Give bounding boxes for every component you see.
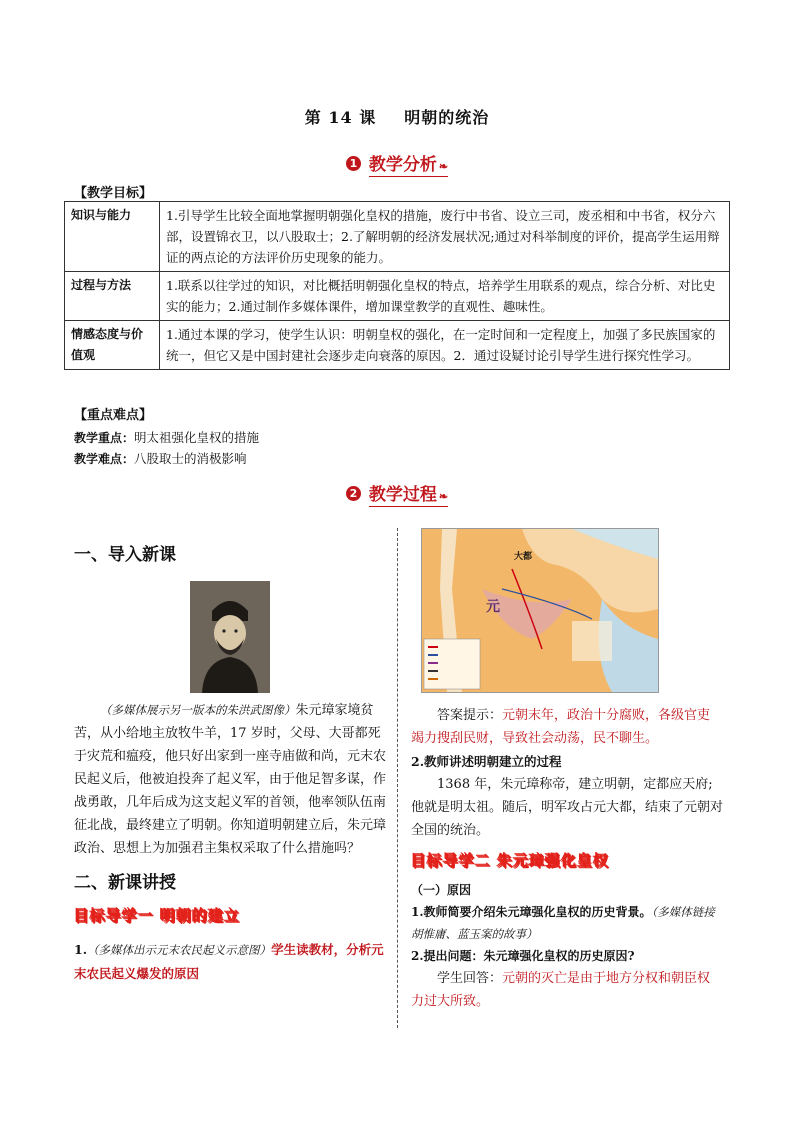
table-row: 过程与方法 1.联系以往学过的知识，对比概括明朝强化皇权的特点，培养学生用联系的观点，综合分析、对比史实的能力；2.通过制作多媒体课件，增加课堂教学的直观性、趣味性。 xyxy=(65,272,730,321)
left-column xyxy=(74,515,386,985)
step-2-title: 2.教师讲述明朝建立的过程 xyxy=(411,754,562,769)
table-row: 情感态度与价值观 1.通过本课的学习，使学生认识：明朝皇权的强化，在一定时间和一定程度上，加强了多民族国家的统一，但它又是中国封建社会逐步走向衰落的原因。2．通过设疑讨论引导学生进行探究性学习。 xyxy=(65,321,730,370)
number-badge: 1 xyxy=(346,156,361,171)
portrait-image xyxy=(190,581,270,693)
heading-new-lesson: 二、新课讲授 xyxy=(74,873,176,893)
column-divider xyxy=(397,528,398,1028)
goal-banner-2: 目标导学二 朱元璋强化皇权 xyxy=(411,852,610,870)
uprising-map-image xyxy=(421,528,659,693)
leaf-icon: ❧ xyxy=(438,490,449,503)
difficulty-point: 教学难点：八股取士的消极影响 xyxy=(74,451,247,466)
section-heading-analysis: 1 教学分析 ❧ xyxy=(0,150,794,177)
map-label-yuan: 元 xyxy=(486,599,500,615)
table-row: 知识与能力 1.引导学生比较全面地掌握明朝强化皇权的措施，废行中书省、设立三司，废丞相和中书省，权分六部，设置锦衣卫，以八股取士；2.了解明朝的经济发展状况;通过对科举制度的评价，提高学生运用辩证的两点论的方法评价历史现象的能力。 xyxy=(65,202,730,272)
intro-paragraph: （多媒体展示另一版本的朱洪武图像）朱元璋家境贫苦，从小给地主放牧牛羊，17 岁时，父母、大哥都死于灾荒和瘟疫，他只好出家到一座寺庙做和尚，元末农民起义后，他被迫投奔了起义军，由于他足智多谋，作战勇敢，几年后成为这支起义军的首领，他率领队伍南征北战，最终建立了明朝。你知道明朝建立后，朱元璋政治、思想上为加强君主集权采取了什么措施吗？ xyxy=(74,703,387,856)
heading-intro: 一、导入新课 xyxy=(74,545,176,565)
number-badge: 2 xyxy=(346,486,361,501)
reason-1: 1.教师简要介绍朱元璋强化皇权的历史背景。（多媒体链接胡惟庸、蓝玉案的故事） xyxy=(411,905,715,941)
map-label-dadu: 大都 xyxy=(514,552,533,562)
goals-table xyxy=(64,201,730,370)
student-answer: 学生回答：元朝的灭亡是由于地方分权和朝臣权力过大所致。 xyxy=(411,971,711,1009)
subheading-reason: （一）原因 xyxy=(411,883,472,897)
leaf-icon: ❧ xyxy=(438,160,449,173)
step-2-text: 1368 年，朱元璋称帝，建立明朝，定都应天府;他就是明太祖。随后，明军攻占元大都，结束了元朝对全国的统治。 xyxy=(411,777,724,838)
section-heading-process: 2 教学过程 ❧ xyxy=(0,480,794,507)
page-title: 第 14 课 明朝的统治 xyxy=(304,108,490,127)
right-column xyxy=(411,528,723,1013)
goals-header: 【教学目标】 xyxy=(74,186,153,201)
reason-2: 2.提出问题：朱元璋强化皇权的历史原因? xyxy=(411,949,635,963)
answer-hint: 答案提示：元朝末年，政治十分腐败，各级官吏竭力搜刮民财，导致社会动荡，民不聊生。 xyxy=(411,708,711,746)
question-1: 1.（多媒体出示元末农民起义示意图）学生读教材，分析元末农民起义爆发的原因 xyxy=(74,942,384,981)
goal-banner-1: 目标导学一 明朝的建立 xyxy=(74,907,241,925)
keypoints-header: 【重点难点】 xyxy=(74,408,153,423)
key-point: 教学重点：明太祖强化皇权的措施 xyxy=(74,430,260,445)
